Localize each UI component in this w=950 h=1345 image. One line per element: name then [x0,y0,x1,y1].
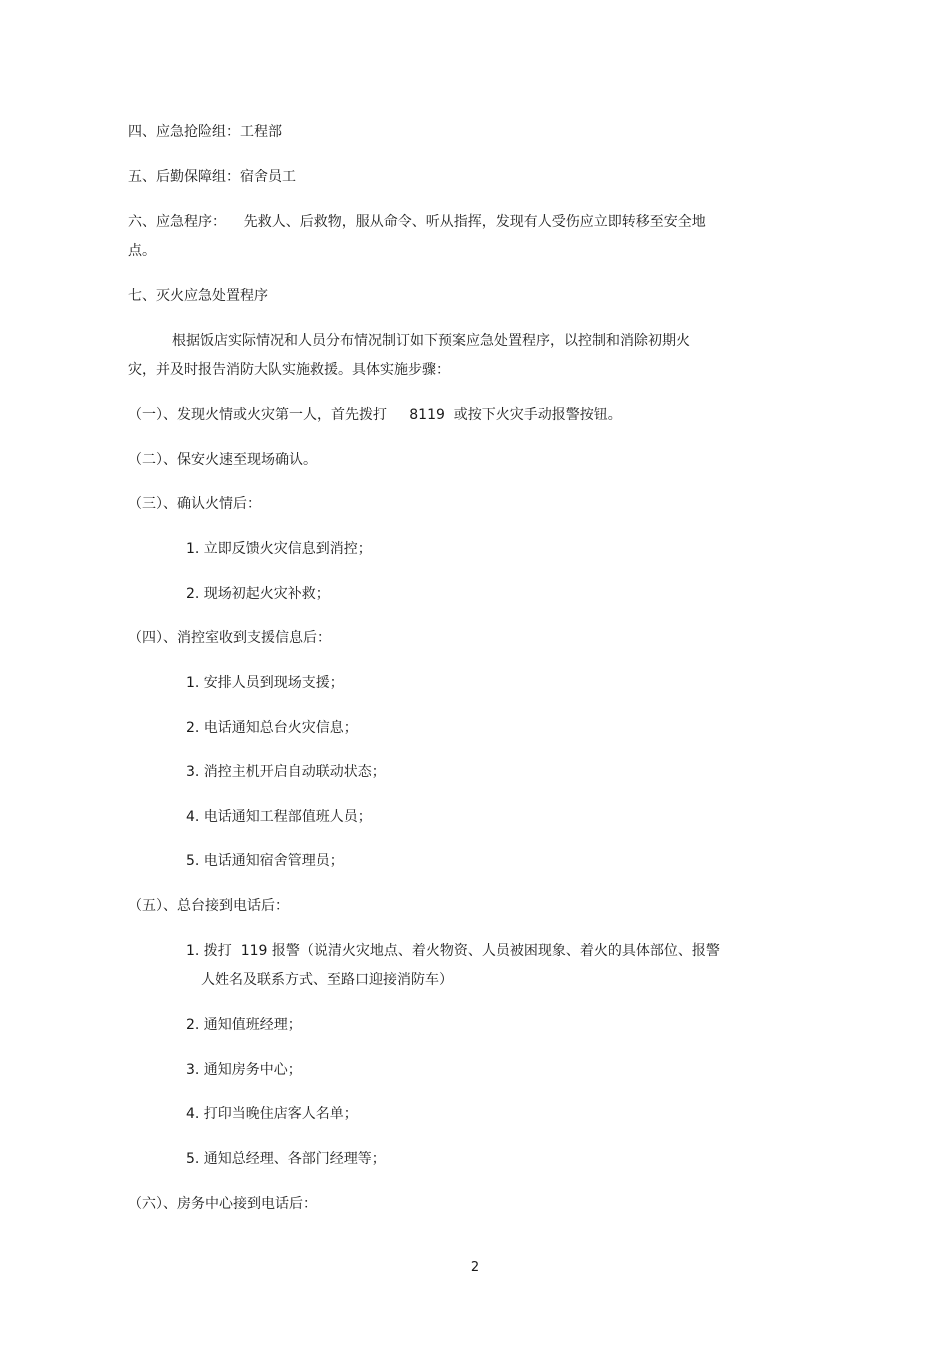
section-emergency-procedure-cont: 点。 [128,243,156,259]
step-5-item-5: 5. 通知总经理、各部门经理等； [186,1151,386,1167]
step-4-item-5: 5. 电话通知宿舍管理员； [186,853,344,869]
step-3-item-1: 1. 立即反馈火灾信息到消控； [186,541,372,557]
step-5-item-2: 2. 通知值班经理； [186,1017,302,1033]
intro-paragraph-line2: 灾，并及时报告消防大队实施救援。具体实施步骤： [128,362,450,378]
step-5-item-1: 1. 拨打 119 报警（说清火灾地点、着火物资、人员被困现象、着火的具体部位、报警 [186,943,720,959]
step-5-item-1-cont: 人姓名及联系方式、至路口迎接消防车） [201,972,453,988]
intro-paragraph-line1: 根据饭店实际情况和人员分布情况制订如下预案应急处置程序，以控制和消除初期火 [172,333,690,349]
step-5: （五）、总台接到电话后： [128,898,289,914]
section-emergency-procedure: 六、应急程序： 先救人、后救物，服从命令、听从指挥，发现有人受伤应立即转移至安全地 [128,214,706,230]
step-5-item-3: 3. 通知房务中心； [186,1062,302,1078]
step-6: （六）、房务中心接到电话后： [128,1196,317,1212]
step-5-item-4: 4. 打印当晚住店客人名单； [186,1106,358,1122]
section-logistics-group: 五、后勤保障组：宿舍员工 [128,169,296,185]
step-3-item-2: 2. 现场初起火灾补救； [186,586,330,602]
step-4-item-1: 1. 安排人员到现场支援； [186,675,344,691]
step-1: （一）、发现火情或火灾第一人，首先拨打 8119 或按下火灾手动报警按钮。 [128,407,622,423]
page-number: 2 [470,1260,480,1275]
step-4: （四）、消控室收到支援信息后： [128,630,331,646]
step-3: （三）、确认火情后： [128,496,261,512]
step-4-item-4: 4. 电话通知工程部值班人员； [186,809,372,825]
step-2: （二）、保安火速至现场确认。 [128,452,317,468]
step-4-item-2: 2. 电话通知总台火灾信息； [186,720,358,736]
section-rescue-group: 四、应急抢险组：工程部 [128,124,282,140]
step-4-item-3: 3. 消控主机开启自动联动状态； [186,764,386,780]
section-fire-heading: 七、灭火应急处置程序 [128,288,268,304]
